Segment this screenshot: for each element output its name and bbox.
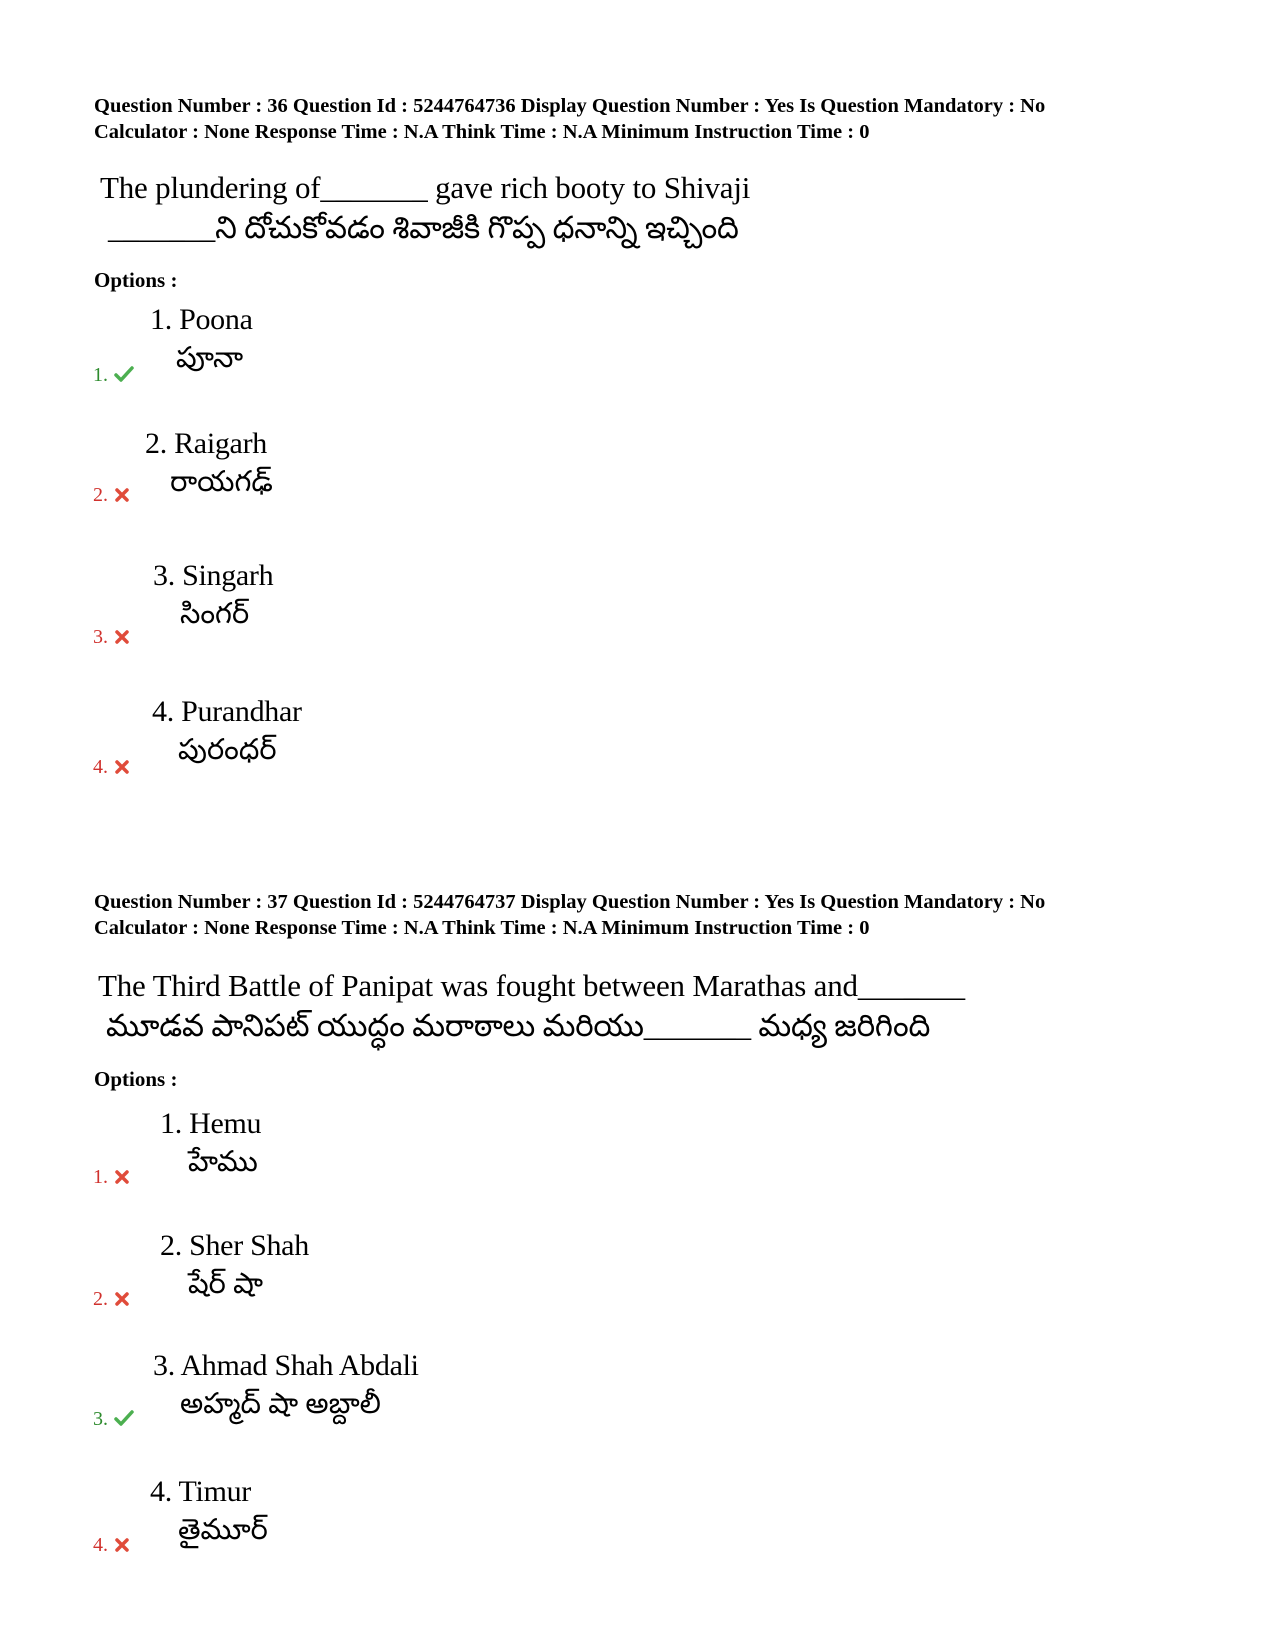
cross-icon (108, 626, 130, 648)
meta-line-1: Question Number : 37 Question Id : 5244764737 Display Question Number : Yes Is Question Mandatory : No (94, 891, 1046, 913)
option-label-te: అహ్మద్ షా అబ్దాలీ (180, 1388, 381, 1420)
option-label-te: రాయగఢ్ (170, 466, 273, 498)
option-2 (0, 426, 700, 536)
option-label-te: పూనా (176, 342, 244, 374)
option-label-en: 4. Purandhar (152, 695, 302, 728)
option-number: 2. (93, 1288, 108, 1310)
option-3 (0, 1348, 700, 1458)
cross-icon (108, 484, 130, 506)
meta-line-1: Question Number : 36 Question Id : 5244764736 Display Question Number : Yes Is Question Mandatory : No (94, 95, 1046, 117)
option-number: 3. (93, 1408, 108, 1430)
question-text-te: _______ని దోచుకోవడం శివాజీకి గొప్ప ధనాన్ని ఇచ్చింది (108, 210, 739, 245)
cross-icon (108, 1166, 130, 1188)
option-label-en: 4. Timur (150, 1475, 251, 1508)
question-text (100, 168, 750, 248)
option-marker (93, 364, 134, 386)
option-number: 4. (93, 1534, 108, 1556)
question-text (98, 966, 965, 1046)
option-4 (0, 694, 700, 804)
cross-icon (108, 1288, 130, 1310)
option-label-en: 3. Singarh (153, 559, 274, 592)
option-marker (93, 1166, 130, 1188)
question-text-en: The Third Battle of Panipat was fought between Marathas and_______ (98, 968, 965, 1003)
option-marker (93, 1288, 130, 1310)
option-marker (93, 1534, 130, 1556)
option-number: 4. (93, 756, 108, 778)
option-label-en: 2. Raigarh (145, 427, 267, 460)
option-label-te: పురంధర్ (178, 734, 277, 766)
option-label-en: 1. Hemu (160, 1107, 262, 1140)
question-meta (94, 93, 1214, 145)
option-label-te: హేము (188, 1146, 258, 1178)
option-1 (0, 1106, 700, 1216)
option-1 (0, 302, 700, 412)
options-label: Options : (94, 1067, 178, 1091)
option-marker (93, 626, 130, 648)
cross-icon (108, 756, 130, 778)
option-number: 2. (93, 484, 108, 506)
option-3 (0, 558, 700, 668)
question-text-te: మూడవ పానిపట్ యుద్ధం మరాఠాలు మరియు_______ మధ్య జరిగింది (106, 1008, 931, 1043)
option-label-te: సింగర్ (180, 598, 250, 630)
option-marker (93, 756, 130, 778)
option-marker (93, 484, 130, 506)
check-icon (108, 364, 134, 386)
option-number: 1. (93, 1166, 108, 1188)
option-number: 3. (93, 626, 108, 648)
option-label-te: తైమూర్ (178, 1514, 268, 1546)
option-4 (0, 1474, 700, 1584)
question-text-en: The plundering of_______ gave rich booty to Shivaji (100, 170, 751, 205)
option-number: 1. (93, 364, 108, 386)
meta-line-2: Calculator : None Response Time : N.A Think Time : N.A Minimum Instruction Time : 0 (94, 917, 870, 939)
question-meta (94, 889, 1214, 941)
cross-icon (108, 1534, 130, 1556)
check-icon (108, 1408, 134, 1430)
option-label-en: 2. Sher Shah (160, 1229, 309, 1262)
option-label-en: 1. Poona (150, 303, 253, 336)
meta-line-2: Calculator : None Response Time : N.A Think Time : N.A Minimum Instruction Time : 0 (94, 121, 870, 143)
option-label-te: షేర్ షా (188, 1268, 264, 1300)
option-2 (0, 1228, 700, 1338)
option-label-en: 3. Ahmad Shah Abdali (153, 1349, 419, 1382)
options-label: Options : (94, 268, 178, 292)
option-marker (93, 1408, 134, 1430)
